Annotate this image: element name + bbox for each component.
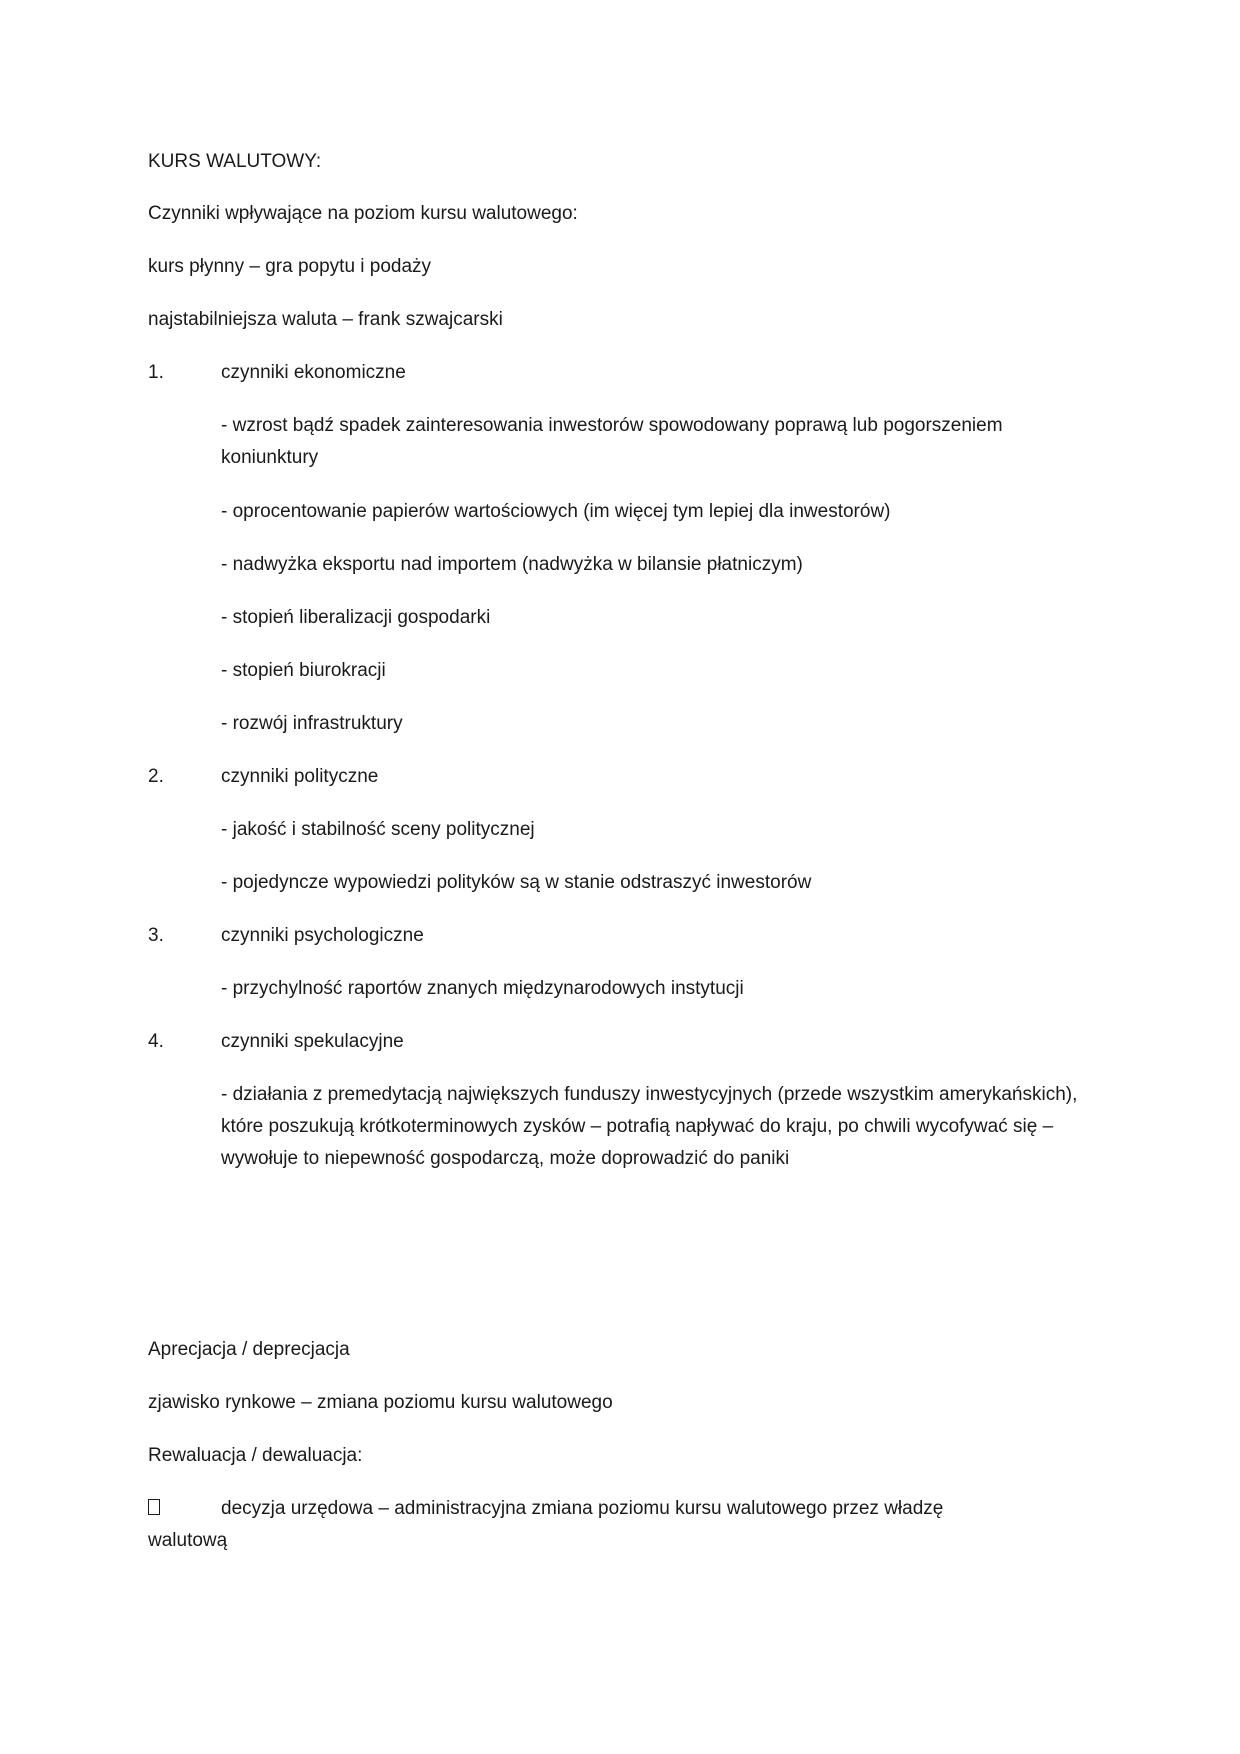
factor-label-4: czynniki spekulacyjne [221,1031,404,1052]
factor-2-item-2: - pojedyncze wypowiedzi polityków są w stanie odstraszyć inwestorów [221,872,812,893]
factor-4-item-1: - działania z premedytacją największych funduszy inwestycyjnych (przede wszystkim amerykańskich), które poszukują krótkoterminowych zysków – potrafią napływać do kraju, po chwili wycofywać się – wywołuje to niepewność gospodarczą, może doprowadzić do paniki [221,1084,1078,1169]
revaluation-bullet-text-cont: walutową [148,1530,228,1551]
appreciation-text: zjawisko rynkowe – zmiana poziomu kursu walutowego [148,1392,613,1413]
factor-1-item-6: - rozwój infrastruktury [221,713,403,734]
revaluation-bullet [148,1493,160,1525]
factor-1-item-5: - stopień biurokracji [221,660,386,681]
factor-label-2: czynniki polityczne [221,766,379,787]
revaluation-heading: Rewaluacja / dewaluacja: [148,1445,363,1466]
factor-number-4: 4. [148,1031,164,1052]
revaluation-bullet-text: decyzja urzędowa – administracyjna zmiana poziomu kursu walutowego przez władzę [221,1498,944,1519]
factor-label-1: czynniki ekonomiczne [221,362,406,383]
factor-1-item-4: - stopień liberalizacji gospodarki [221,607,491,628]
bullet-box-icon [148,1499,160,1515]
intro-line-3: najstabilniejsza waluta – frank szwajcarski [148,309,503,330]
intro-line-1: Czynniki wpływające na poziom kursu walutowego: [148,203,578,224]
factor-2-item-1: - jakość i stabilność sceny politycznej [221,819,535,840]
factor-number-3: 3. [148,925,164,946]
doc-title: KURS WALUTOWY: [148,151,322,172]
factor-1-item-3: - nadwyżka eksportu nad importem (nadwyżka w bilansie płatniczym) [221,554,803,575]
appreciation-heading: Aprecjacja / deprecjacja [148,1339,350,1360]
factor-1-item-1: - wzrost bądź spadek zainteresowania inwestorów spowodowany poprawą lub pogorszeniem koniunktury [221,415,1003,468]
factor-number-1: 1. [148,362,164,383]
factor-3-item-1: - przychylność raportów znanych międzynarodowych instytucji [221,978,744,999]
intro-line-2: kurs płynny – gra popytu i podaży [148,256,432,277]
factor-number-2: 2. [148,766,164,787]
factor-1-item-2: - oprocentowanie papierów wartościowych (im więcej tym lepiej dla inwestorów) [221,501,891,522]
factor-label-3: czynniki psychologiczne [221,925,424,946]
